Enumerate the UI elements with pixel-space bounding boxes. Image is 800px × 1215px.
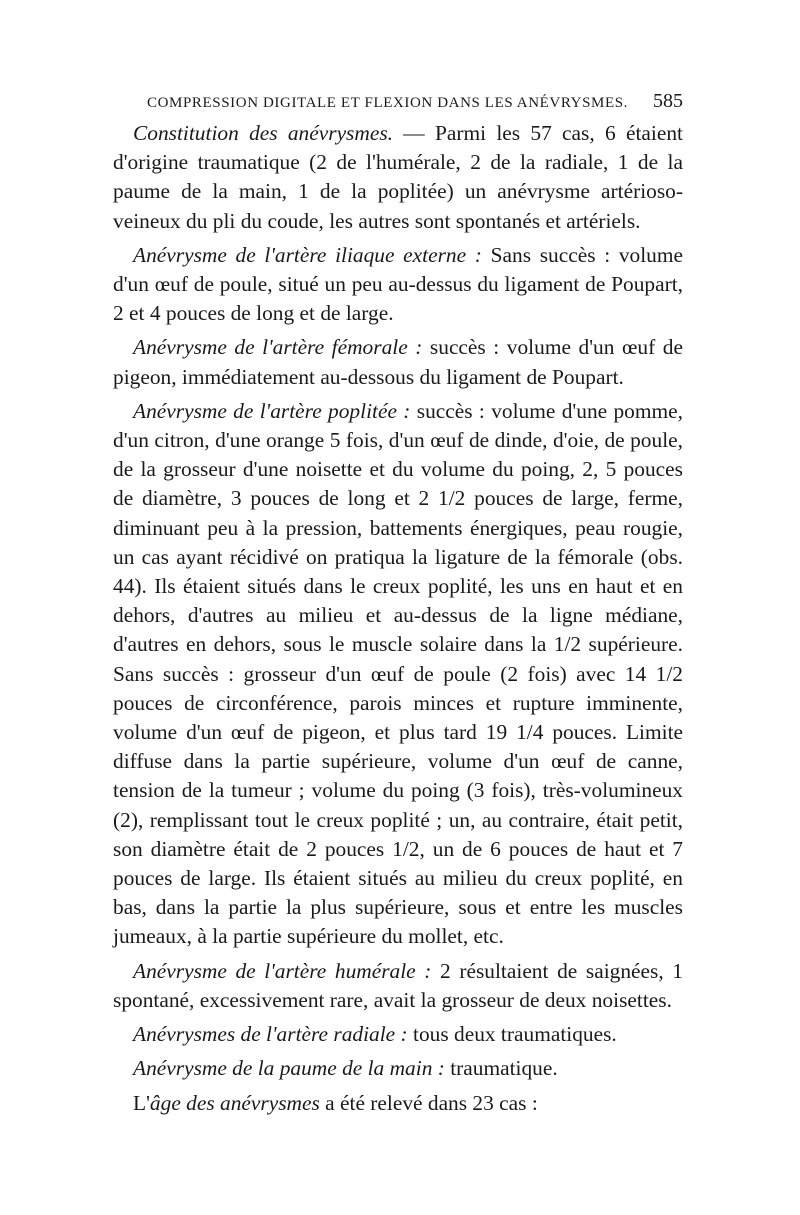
paragraph-lead: Anévrysme de la paume de la main : (133, 1056, 445, 1081)
paragraph-text: succès : volume d'un œuf de pigeon, immédiatement au-dessous du ligament de Poupart. (113, 335, 683, 389)
running-title: COMPRESSION DIGITALE ET FLEXION DANS LES ANÉVRYSMES. (147, 95, 629, 111)
paragraph-text: — Parmi les 57 cas, 6 étaient d'origine traumatique (2 de l'humérale, 2 de la radiale, 1 de la paume de la main, 1 de la poplitée) un anévrysme artérioso-veineux du pli du coude, les autres sont spontanés et artériels. (113, 121, 683, 233)
paragraph-lead: Anévrysme de l'artère humérale : (133, 958, 432, 983)
paragraph-text: 2 résultaient de saignées, 1 spontané, excessivement rare, avait la grosseur de deux noisettes. (113, 958, 683, 1012)
running-head (113, 90, 683, 113)
paragraph-age (113, 1089, 683, 1118)
paragraph-lead: Anévrysme de l'artère fémorale : (133, 335, 423, 360)
paragraph-humerale (113, 957, 683, 1015)
paragraph-paume (113, 1054, 683, 1083)
paragraph-text: Sans succès : volume d'un œuf de poule, situé un peu au-dessus du ligament de Poupart, 2 et 4 pouces de long et de large. (113, 242, 684, 326)
paragraph-lead: Anévrysmes de l'artère radiale : (133, 1022, 408, 1047)
paragraph-lead: Constitution des anévrysmes. (133, 121, 393, 145)
book-page (113, 90, 683, 1123)
paragraph-poplitee (113, 397, 683, 952)
paragraph-lead: âge des anévrysmes (149, 1090, 320, 1115)
paragraph-lead-prefix: L' (133, 1090, 150, 1115)
paragraph-lead: Anévrysme de l'artère iliaque externe : (133, 242, 482, 267)
paragraph-text: tous deux traumatiques. (407, 1022, 617, 1047)
paragraph-lead: Anévrysme de l'artère poplitée : (133, 398, 411, 423)
paragraph-text: a été relevé dans 23 cas : (319, 1090, 538, 1115)
paragraph-iliaque-externe (113, 241, 683, 329)
paragraph-constitution (113, 119, 683, 236)
paragraph-radiale (113, 1020, 683, 1049)
page-number: 585 (653, 90, 683, 112)
paragraph-text: traumatique. (444, 1056, 558, 1081)
paragraph-femorale (113, 333, 683, 391)
paragraph-text: succès : volume d'une pomme, d'un citron, d'une orange 5 fois, d'un œuf de dinde, d'oie, de poule, de la grosseur d'une noisette et du volume du poing, 2, 5 pouces de diamètre, 3 pouces de long et 2 1/2 pouces de large, ferme, diminuant peu à la pression, battements énergiques, peau rougie, un cas ayant récidivé on pratiqua la ligature de la fémorale (obs. 44). Ils étaient situés dans le creux poplité, les uns en haut et en dehors, d'autres au milieu et au-dessus de la ligne médiane, d'autres en dehors, sous le muscle solaire dans la 1/2 supérieure. Sans succès : grosseur d'un œuf de poule (2 fois) avec 14 1/2 pouces de circonférence, parois minces et rupture imminente, volume d'un œuf de pigeon, et plus tard 19 1/4 pouces. Limite diffuse dans la partie supérieure, volume d'un œuf de canne, tension de la tumeur ; volume du poing (3 fois), très-volumineux (2), remplissant tout le creux poplité ; un, au contraire, était petit, son diamètre était de 2 pouces 1/2, un de 6 pouces de haut et 7 pouces de large. Ils étaient situés au milieu du creux poplité, en bas, dans la partie la plus supérieure, sous et entre les muscles jumeaux, à la partie supérieure du mollet, etc. (113, 398, 683, 949)
